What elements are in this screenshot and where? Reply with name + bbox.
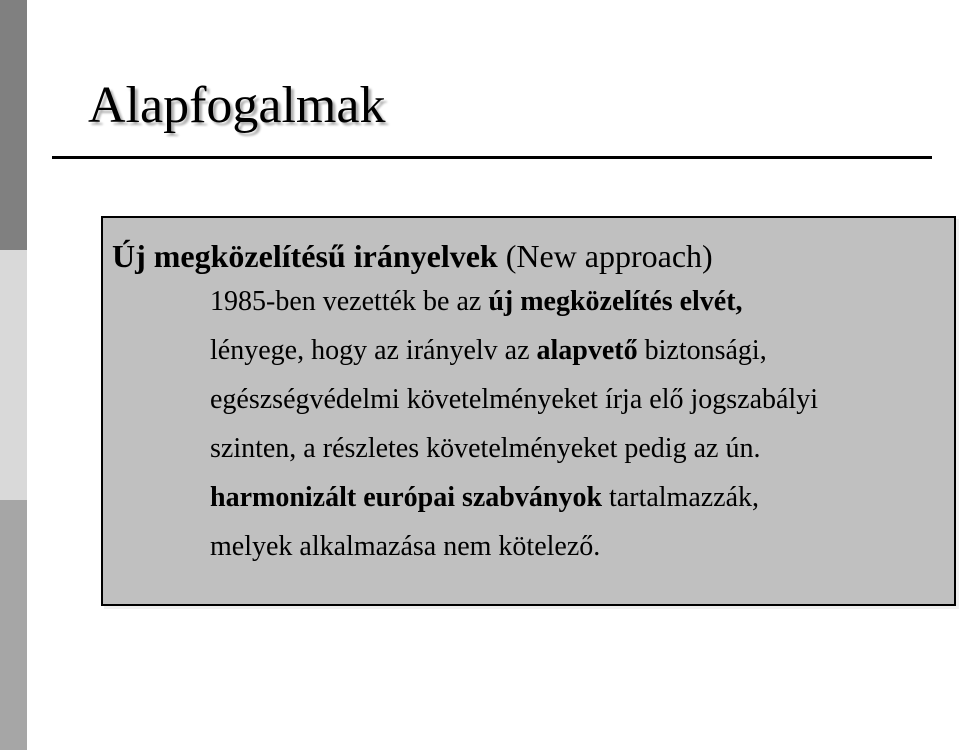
body-line-4 — [210, 424, 818, 473]
side-bar-mid-segment — [0, 500, 27, 750]
slide-title: Alapfogalmak — [88, 77, 386, 134]
heading-normal-text: (New approach) — [497, 238, 713, 274]
body-line-part-bold: harmonizált európai szabványok — [210, 482, 603, 513]
body-line-part: egészségvédelmi követelményeket írja elő jogszabályi — [210, 384, 818, 415]
side-bar-light-segment — [0, 250, 27, 500]
side-bar-dark-segment — [0, 0, 27, 250]
body-line-part: biztonsági, — [637, 335, 767, 366]
body-line-part: tartalmazzák, — [602, 482, 760, 513]
body-line-part: 1985-ben vezették be az — [210, 286, 489, 317]
body-line-part: szinten, a részletes követelményeket pedig az ún. — [210, 433, 761, 464]
body-line-part: melyek alkalmazása nem kötelező. — [210, 531, 601, 562]
body-line-6 — [210, 522, 818, 571]
body-text — [210, 277, 818, 571]
body-line-part: lényege, hogy az irányelv az — [210, 335, 537, 366]
body-line-part-bold: új megközelítés elvét, — [488, 286, 743, 317]
body-line-1 — [210, 277, 818, 326]
title-underline — [52, 156, 932, 159]
side-decoration-bar — [0, 0, 27, 750]
body-line-2 — [210, 326, 818, 375]
body-line-3 — [210, 375, 818, 424]
body-line-5 — [210, 473, 818, 522]
body-line-part-bold: alapvető — [536, 335, 638, 366]
heading-bold-text: Új megközelítésű irányelvek — [112, 238, 498, 274]
content-heading — [112, 236, 713, 276]
